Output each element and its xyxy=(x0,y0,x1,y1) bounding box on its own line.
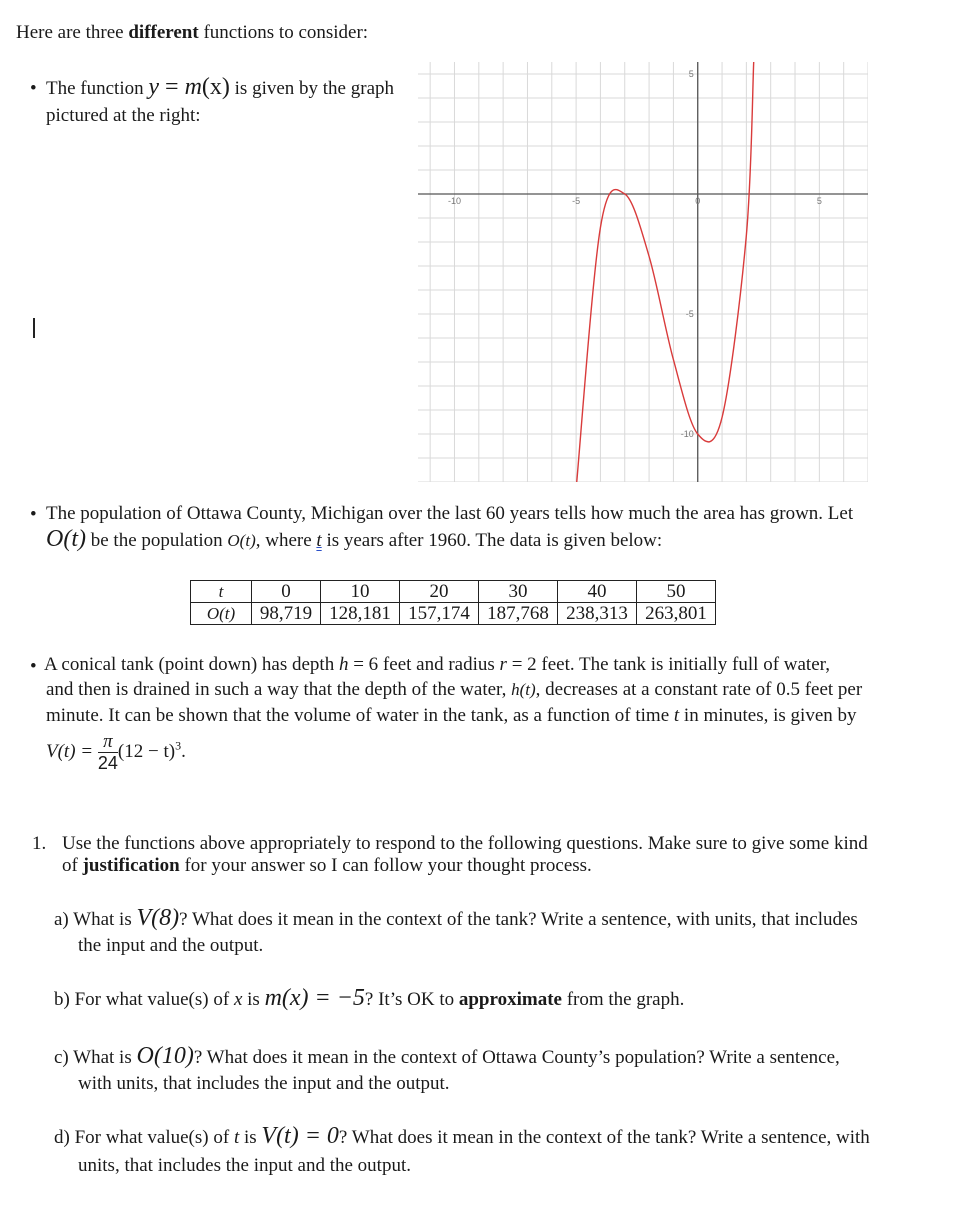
func-m-line1 xyxy=(46,74,394,101)
bullet-population: • xyxy=(30,504,37,525)
q1b-math: m(x) = −5 xyxy=(264,985,365,1011)
tank-line3a: minute. It can be shown that the volume of water in the tank, as a function of time xyxy=(46,705,674,726)
population-t: t xyxy=(316,530,322,551)
table-cell-t: 0 xyxy=(252,581,321,603)
y-tick-label: -10 xyxy=(680,429,694,439)
population-line2 xyxy=(46,526,662,553)
tank-t: t xyxy=(673,705,680,726)
formula-den: 24 xyxy=(97,753,118,773)
q1c-math: O(10) xyxy=(136,1043,194,1069)
table-cell-O: 98,719 xyxy=(252,603,321,625)
q1-line2-post: for your answer so I can follow your thought process. xyxy=(179,855,592,876)
q1-line2 xyxy=(62,855,592,877)
tank-r: r xyxy=(499,654,507,675)
x-tick-label: 5 xyxy=(816,196,822,206)
func-m-y: y xyxy=(148,74,160,100)
graph-m xyxy=(418,62,868,482)
q1d-line2: units, that includes the input and the output. xyxy=(78,1155,411,1176)
intro-pre: Here are three xyxy=(16,22,129,43)
tank-line1a: A conical tank (point down) has depth xyxy=(44,654,339,675)
table-cell-O: 238,313 xyxy=(558,603,637,625)
q1a-math: V(8) xyxy=(136,905,180,931)
func-m-line2: pictured at the right: xyxy=(46,105,201,126)
intro-post: functions to consider: xyxy=(198,22,369,43)
q1d-line1 xyxy=(54,1123,870,1150)
tank-line2b: , decreases at a constant rate of 0.5 feet per xyxy=(535,679,863,700)
formula-end: . xyxy=(181,740,186,762)
tank-line1b: = 6 feet and radius xyxy=(348,654,500,675)
func-m-post: is given by the graph xyxy=(229,78,394,99)
tank-formula xyxy=(46,732,186,773)
q1a-line1 xyxy=(54,905,858,932)
q1c-line1 xyxy=(54,1043,840,1070)
formula-lhs: V(t) = xyxy=(46,740,94,762)
q1b-pre: b) For what value(s) of xyxy=(54,989,234,1010)
q1b-q: ? It’s OK to xyxy=(364,989,459,1010)
formula-exp: 3 xyxy=(175,738,182,753)
formula-rhs: (12 − t) xyxy=(117,740,176,762)
q1d-math: V(t) = 0 xyxy=(261,1123,339,1149)
x-tick-label: 0 xyxy=(695,196,701,206)
table-cell-t: 10 xyxy=(321,581,400,603)
population-line2a: be the population xyxy=(85,530,228,551)
table-cell-O: 263,801 xyxy=(637,603,716,625)
q1d-pre: d) For what value(s) of xyxy=(54,1127,234,1148)
table-cell-t: 30 xyxy=(479,581,558,603)
formula-fraction xyxy=(98,732,118,773)
y-tick-label: 5 xyxy=(688,69,694,79)
x-tick-label: -10 xyxy=(447,196,461,206)
tank-line1 xyxy=(44,654,830,676)
bullet-tank: • xyxy=(30,656,37,677)
text-cursor xyxy=(33,318,35,338)
table-row-t xyxy=(191,581,716,603)
graph-curve-m xyxy=(576,62,754,482)
table-header-O: O(t) xyxy=(191,603,252,625)
population-line1: The population of Ottawa County, Michigan over the last 60 years tells how much the area has grown. Let xyxy=(46,503,854,524)
intro-bold: different xyxy=(128,22,199,43)
q1b-mid: is xyxy=(242,989,265,1010)
intro-text xyxy=(16,22,368,44)
table-cell-O: 187,768 xyxy=(479,603,558,625)
q1b-approximate: approximate xyxy=(458,989,562,1010)
tank-line1c: = 2 feet. The tank is initially full of water, xyxy=(506,654,830,675)
table-cell-t: 40 xyxy=(558,581,637,603)
formula-num: π xyxy=(98,732,118,753)
q1b-post: from the graph. xyxy=(561,989,685,1010)
tank-line3 xyxy=(46,705,857,727)
x-tick-label: -5 xyxy=(572,196,581,206)
bullet-m: • xyxy=(30,78,37,99)
q1c-line2: with units, that includes the input and the output. xyxy=(78,1073,450,1094)
q1b-x: x xyxy=(233,989,243,1010)
population-Ot-small: O(t) xyxy=(227,531,256,550)
y-tick-label: -5 xyxy=(685,309,694,319)
table-cell-t: 50 xyxy=(637,581,716,603)
func-m-x: (x) xyxy=(201,74,230,100)
q1d-t: t xyxy=(233,1127,240,1148)
graph-ticks xyxy=(448,69,822,439)
q1d-mid: is xyxy=(239,1127,262,1148)
q1a-post: ? What does it mean in the context of the tank? Write a sentence, with units, that includes xyxy=(179,909,858,930)
q1a-line2: the input and the output. xyxy=(78,935,264,956)
func-m-pre: The function xyxy=(46,78,149,99)
func-m-eq: = xyxy=(159,74,185,100)
tank-line2 xyxy=(46,679,862,701)
population-table xyxy=(190,580,716,625)
q1a-pre: a) What is xyxy=(54,909,137,930)
q1-justification: justification xyxy=(82,855,180,876)
func-m-m: m xyxy=(184,74,202,100)
q1c-pre: c) What is xyxy=(54,1047,137,1068)
graph-axes xyxy=(418,62,868,482)
table-header-t: t xyxy=(191,581,252,603)
table-cell-O: 157,174 xyxy=(400,603,479,625)
population-line2b: , where xyxy=(255,530,317,551)
q1b-line xyxy=(54,985,684,1012)
tank-h: h xyxy=(338,654,349,675)
table-row-O xyxy=(191,603,716,625)
tank-line3b: in minutes, is given by xyxy=(679,705,857,726)
q1d-post: ? What does it mean in the context of the tank? Write a sentence, with xyxy=(338,1127,870,1148)
q1-number: 1. xyxy=(32,833,47,854)
graph-grid xyxy=(418,62,868,482)
population-Ot: O(t) xyxy=(46,526,86,552)
q1c-post: ? What does it mean in the context of Ottawa County’s population? Write a sentence, xyxy=(193,1047,840,1068)
population-line2c: is years after 1960. The data is given below: xyxy=(321,530,663,551)
table-cell-t: 20 xyxy=(400,581,479,603)
tank-ht: h(t) xyxy=(511,680,536,699)
tank-line2a: and then is drained in such a way that the depth of the water, xyxy=(46,679,512,700)
q1-line2-pre: of xyxy=(62,855,83,876)
table-cell-O: 128,181 xyxy=(321,603,400,625)
q1-line1: Use the functions above appropriately to respond to the following questions. Make sure to give some kind xyxy=(62,833,868,854)
